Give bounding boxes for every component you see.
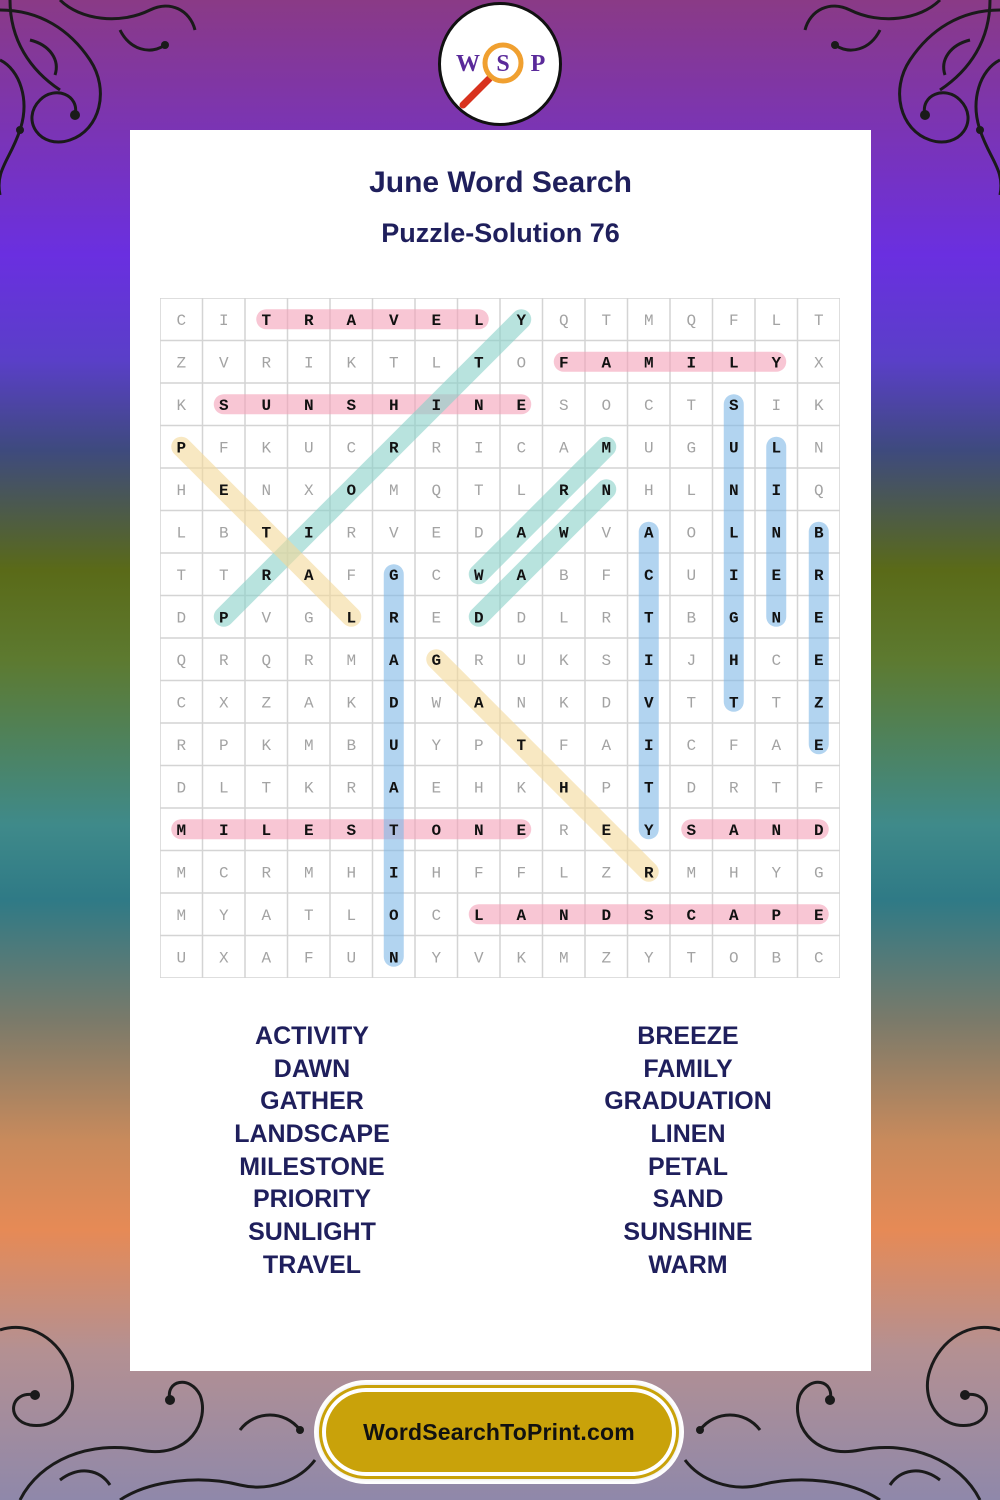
grid-letter: F bbox=[728, 736, 739, 755]
grid-letter: A bbox=[388, 779, 399, 798]
word-search-grid bbox=[160, 298, 840, 978]
grid-letter: T bbox=[686, 694, 697, 713]
grid-letter: R bbox=[303, 651, 314, 670]
grid-letter: C bbox=[686, 906, 697, 925]
grid-letter: E bbox=[303, 821, 314, 840]
grid-letter: D bbox=[601, 906, 612, 925]
grid-letter: S bbox=[728, 396, 739, 415]
grid-letter: A bbox=[643, 524, 654, 543]
grid-letter: K bbox=[516, 949, 527, 968]
grid-letter: V bbox=[388, 524, 399, 543]
grid-letter: A bbox=[558, 439, 569, 458]
grid-letter: L bbox=[473, 906, 484, 925]
grid-letter: D bbox=[516, 609, 527, 628]
grid-letter: I bbox=[643, 651, 654, 670]
grid-letter: G bbox=[388, 566, 399, 585]
grid-letter: W bbox=[431, 694, 442, 713]
grid-letter: D bbox=[176, 609, 187, 628]
grid-letter: D bbox=[176, 779, 187, 798]
grid-letter: C bbox=[813, 949, 824, 968]
grid-letter: R bbox=[558, 481, 569, 500]
grid-letter: H bbox=[558, 779, 569, 798]
grid-letter: K bbox=[813, 396, 824, 415]
grid-letter: A bbox=[728, 821, 739, 840]
grid-letter: L bbox=[771, 311, 782, 330]
word-list-item: BREEZE bbox=[637, 1022, 739, 1050]
grid-letter: N bbox=[771, 609, 782, 628]
grid-letter: T bbox=[261, 779, 272, 798]
word-list-item: PRIORITY bbox=[252, 1185, 372, 1214]
grid-letter: V bbox=[601, 524, 612, 543]
website-link-button[interactable]: WordSearchToPrint.com bbox=[322, 1388, 676, 1476]
grid-letter: C bbox=[176, 694, 187, 713]
grid-letter: R bbox=[218, 651, 229, 670]
grid-letter: S bbox=[643, 906, 654, 925]
grid-letter: S bbox=[686, 821, 697, 840]
grid-letter: F bbox=[813, 779, 824, 798]
grid-letter: Z bbox=[813, 694, 824, 713]
grid-letter: K bbox=[261, 736, 272, 755]
grid-letter: L bbox=[473, 311, 484, 330]
logo-letter-s: S bbox=[496, 51, 510, 77]
grid-letter: C bbox=[771, 651, 782, 670]
grid-letter: G bbox=[813, 864, 824, 883]
word-list-item: FAMILY bbox=[643, 1054, 733, 1083]
grid-letter: O bbox=[728, 949, 739, 968]
grid-letter: Y bbox=[431, 736, 442, 755]
grid-letter: L bbox=[686, 481, 697, 500]
grid-letter: U bbox=[728, 439, 739, 458]
grid-letter: M bbox=[601, 439, 612, 458]
grid-letter: U bbox=[686, 566, 697, 585]
grid-letter: P bbox=[771, 906, 782, 925]
grid-letter: U bbox=[516, 651, 527, 670]
grid-letter: I bbox=[686, 354, 697, 373]
grid-letter: B bbox=[558, 566, 569, 585]
grid-letter: Z bbox=[176, 354, 187, 373]
grid-letter: K bbox=[176, 396, 187, 415]
grid-letter: T bbox=[176, 566, 187, 585]
grid-letter: T bbox=[771, 779, 782, 798]
grid-letter: N bbox=[516, 694, 527, 713]
grid-letter: E bbox=[771, 566, 782, 585]
grid-letter: R bbox=[346, 524, 357, 543]
grid-letter: L bbox=[261, 821, 272, 840]
grid-letter: R bbox=[431, 439, 442, 458]
grid-letter: E bbox=[431, 524, 442, 543]
grid-letter: X bbox=[218, 949, 229, 968]
grid-letter: K bbox=[558, 651, 569, 670]
grid-letter: C bbox=[218, 864, 229, 883]
grid-letter: P bbox=[176, 439, 187, 458]
grid-letter: A bbox=[516, 906, 527, 925]
grid-letter: W bbox=[473, 566, 484, 585]
grid-letter: U bbox=[261, 396, 272, 415]
grid-letter: R bbox=[303, 311, 314, 330]
word-list-item: PETAL bbox=[647, 1152, 729, 1181]
grid-letter: F bbox=[558, 354, 569, 373]
grid-letter: L bbox=[516, 481, 527, 500]
grid-letter: O bbox=[388, 906, 399, 925]
grid-letter: X bbox=[813, 354, 824, 373]
grid-letter: F bbox=[558, 736, 569, 755]
grid-letter: L bbox=[558, 864, 569, 883]
grid-letter: Q bbox=[261, 651, 272, 670]
grid-letter: N bbox=[771, 524, 782, 543]
grid-letter: V bbox=[643, 694, 654, 713]
grid-letter: M bbox=[176, 906, 187, 925]
grid-letter: R bbox=[473, 651, 484, 670]
grid-letter: O bbox=[431, 821, 442, 840]
grid-letter: V bbox=[388, 311, 399, 330]
word-list-item: TRAVEL bbox=[262, 1250, 362, 1279]
grid-letter: N bbox=[473, 396, 484, 415]
grid-letter: C bbox=[346, 439, 357, 458]
grid-letter: T bbox=[686, 949, 697, 968]
grid-letter: U bbox=[388, 736, 399, 755]
grid-letter: I bbox=[643, 736, 654, 755]
grid-letter: I bbox=[771, 481, 782, 500]
grid-letter: E bbox=[516, 396, 527, 415]
page-subtitle: Puzzle-Solution 76 bbox=[381, 218, 620, 248]
grid-letter: F bbox=[516, 864, 527, 883]
grid-letter: Y bbox=[643, 821, 654, 840]
word-list-item: SAND bbox=[652, 1185, 724, 1214]
grid-letter: R bbox=[728, 779, 739, 798]
grid-letter: F bbox=[303, 949, 314, 968]
grid-letter: A bbox=[771, 736, 782, 755]
grid-letter: W bbox=[558, 524, 569, 543]
grid-letter: A bbox=[261, 906, 272, 925]
grid-letter: T bbox=[473, 354, 484, 373]
grid-letter: P bbox=[473, 736, 484, 755]
grid-letter: P bbox=[218, 736, 229, 755]
site-logo[interactable] bbox=[438, 2, 562, 126]
grid-letter: K bbox=[303, 779, 314, 798]
grid-letter: F bbox=[473, 864, 484, 883]
logo-letter-w: W bbox=[456, 51, 480, 77]
page-title: June Word Search bbox=[369, 166, 632, 199]
grid-letter: A bbox=[601, 736, 612, 755]
word-list-left bbox=[162, 1020, 462, 1282]
grid-letter: S bbox=[601, 651, 612, 670]
grid-letter: O bbox=[346, 481, 357, 500]
grid-letter: H bbox=[473, 779, 484, 798]
grid-letter: T bbox=[261, 311, 272, 330]
grid-letter: Q bbox=[431, 481, 442, 500]
grid-letter: A bbox=[516, 566, 527, 585]
grid-letter: R bbox=[346, 779, 357, 798]
grid-letter: K bbox=[516, 779, 527, 798]
grid-letter: R bbox=[601, 609, 612, 628]
grid-letter: K bbox=[346, 354, 357, 373]
grid-letter: I bbox=[218, 821, 229, 840]
grid-letter: L bbox=[771, 439, 782, 458]
grid-letter: N bbox=[771, 821, 782, 840]
grid-letter: A bbox=[728, 906, 739, 925]
grid-letter: G bbox=[686, 439, 697, 458]
grid-letter: T bbox=[388, 354, 399, 373]
grid-letter: Y bbox=[771, 864, 782, 883]
grid-letter: N bbox=[473, 821, 484, 840]
grid-letter: F bbox=[728, 311, 739, 330]
grid-letter: U bbox=[643, 439, 654, 458]
grid-letter: R bbox=[813, 566, 824, 585]
grid-letter: L bbox=[346, 609, 357, 628]
grid-letter: Y bbox=[643, 949, 654, 968]
word-list-item: ACTIVITY bbox=[255, 1022, 369, 1050]
grid-letter: T bbox=[218, 566, 229, 585]
grid-letter: T bbox=[686, 396, 697, 415]
grid-letter: E bbox=[601, 821, 612, 840]
grid-letter: H bbox=[346, 864, 357, 883]
grid-letter: R bbox=[261, 566, 272, 585]
grid-letter: T bbox=[643, 779, 654, 798]
grid-letter: R bbox=[261, 864, 272, 883]
grid-letter: C bbox=[176, 311, 187, 330]
grid-letter: M bbox=[346, 651, 357, 670]
grid-letter: A bbox=[303, 566, 314, 585]
grid-letter: R bbox=[388, 609, 399, 628]
grid-letter: E bbox=[431, 311, 442, 330]
grid-letter: H bbox=[388, 396, 399, 415]
grid-letter: N bbox=[601, 481, 612, 500]
grid-letter: I bbox=[431, 396, 442, 415]
grid-letter: B bbox=[771, 949, 782, 968]
grid-letter: L bbox=[346, 906, 357, 925]
grid-letter: H bbox=[728, 864, 739, 883]
grid-letter: I bbox=[771, 396, 782, 415]
grid-letter: G bbox=[728, 609, 739, 628]
grid-letter: U bbox=[303, 439, 314, 458]
word-list-item: SUNSHINE bbox=[623, 1218, 753, 1247]
grid-letter: M bbox=[643, 354, 654, 373]
grid-letter: N bbox=[813, 439, 824, 458]
grid-letter: M bbox=[176, 864, 187, 883]
grid-letter: T bbox=[771, 694, 782, 713]
grid-letter: I bbox=[728, 566, 739, 585]
grid-letter: I bbox=[303, 524, 314, 543]
grid-letter: E bbox=[813, 736, 824, 755]
grid-letter: Q bbox=[686, 311, 697, 330]
grid-letter: Y bbox=[431, 949, 442, 968]
grid-letter: A bbox=[516, 524, 527, 543]
grid-letter: V bbox=[218, 354, 229, 373]
grid-letter: T bbox=[516, 736, 527, 755]
grid-letter: E bbox=[516, 821, 527, 840]
grid-letter: A bbox=[261, 949, 272, 968]
grid-letter: D bbox=[601, 694, 612, 713]
word-list-item: WARM bbox=[648, 1250, 728, 1279]
grid-letter: C bbox=[431, 566, 442, 585]
grid-letter: F bbox=[346, 566, 357, 585]
grid-letter: D bbox=[813, 821, 824, 840]
grid-letter: B bbox=[346, 736, 357, 755]
grid-letter: U bbox=[176, 949, 187, 968]
grid-letter: E bbox=[431, 609, 442, 628]
grid-letter: Z bbox=[261, 694, 272, 713]
grid-letter: R bbox=[558, 821, 569, 840]
grid-letter: N bbox=[388, 949, 399, 968]
word-list-right bbox=[538, 1020, 838, 1282]
grid-letter: Y bbox=[771, 354, 782, 373]
grid-letter: T bbox=[473, 481, 484, 500]
word-list-item: SUNLIGHT bbox=[248, 1218, 376, 1247]
grid-letter: M bbox=[303, 864, 314, 883]
grid-letter: J bbox=[686, 651, 697, 670]
grid-letter: C bbox=[643, 396, 654, 415]
word-list-item: GRADUATION bbox=[604, 1087, 772, 1116]
grid-letter: C bbox=[686, 736, 697, 755]
grid-letter: E bbox=[813, 906, 824, 925]
grid-letter: L bbox=[558, 609, 569, 628]
grid-letter: A bbox=[303, 694, 314, 713]
grid-letter: F bbox=[601, 566, 612, 585]
grid-letter: L bbox=[728, 524, 739, 543]
grid-letter: D bbox=[473, 609, 484, 628]
grid-letter: P bbox=[218, 609, 229, 628]
grid-letter: B bbox=[686, 609, 697, 628]
grid-letter: V bbox=[261, 609, 272, 628]
grid-letter: R bbox=[388, 439, 399, 458]
logo-letter-p: P bbox=[530, 51, 546, 77]
grid-letter: D bbox=[686, 779, 697, 798]
grid-letter: T bbox=[303, 906, 314, 925]
grid-letter: O bbox=[686, 524, 697, 543]
grid-letter: O bbox=[516, 354, 527, 373]
grid-letter: T bbox=[643, 609, 654, 628]
grid-letter: H bbox=[643, 481, 654, 500]
grid-letter: H bbox=[176, 481, 187, 500]
grid-letter: P bbox=[601, 779, 612, 798]
grid-letter: O bbox=[601, 396, 612, 415]
grid-letter: L bbox=[218, 779, 229, 798]
grid-letter: M bbox=[686, 864, 697, 883]
grid-letter: Q bbox=[558, 311, 569, 330]
grid-letter: C bbox=[431, 906, 442, 925]
grid-letter: U bbox=[346, 949, 357, 968]
grid-letter: K bbox=[558, 694, 569, 713]
grid-letter: Y bbox=[516, 311, 527, 330]
grid-letter: S bbox=[558, 396, 569, 415]
grid-letter: L bbox=[431, 354, 442, 373]
grid-letter: I bbox=[218, 311, 229, 330]
grid-letter: B bbox=[813, 524, 824, 543]
grid-letter: A bbox=[473, 694, 484, 713]
grid-letter: C bbox=[643, 566, 654, 585]
grid-letter: Z bbox=[601, 864, 612, 883]
grid-letter: V bbox=[473, 949, 484, 968]
grid-letter: R bbox=[176, 736, 187, 755]
grid-letter: E bbox=[813, 651, 824, 670]
grid-letter: T bbox=[813, 311, 824, 330]
grid-letter: M bbox=[643, 311, 654, 330]
grid-letter: Q bbox=[176, 651, 187, 670]
grid-letter: N bbox=[728, 481, 739, 500]
grid-letter: G bbox=[303, 609, 314, 628]
grid-letter: R bbox=[643, 864, 654, 883]
grid-letter: Y bbox=[218, 906, 229, 925]
grid-letter: I bbox=[303, 354, 314, 373]
grid-letter: A bbox=[388, 651, 399, 670]
grid-letter: D bbox=[388, 694, 399, 713]
grid-letter: M bbox=[558, 949, 569, 968]
grid-letter: L bbox=[728, 354, 739, 373]
word-list-item: LANDSCAPE bbox=[234, 1120, 390, 1149]
word-list-item: GATHER bbox=[260, 1087, 364, 1116]
grid-letter: S bbox=[346, 821, 357, 840]
grid-letter: E bbox=[431, 779, 442, 798]
grid-letter: Q bbox=[813, 481, 824, 500]
magnifier-handle bbox=[463, 79, 489, 105]
grid-letter: K bbox=[346, 694, 357, 713]
grid-letter: M bbox=[303, 736, 314, 755]
grid-letter: A bbox=[601, 354, 612, 373]
grid-letter: T bbox=[601, 311, 612, 330]
grid-letter: M bbox=[176, 821, 187, 840]
grid-letter: T bbox=[728, 694, 739, 713]
grid-letter: N bbox=[261, 481, 272, 500]
grid-letter: C bbox=[516, 439, 527, 458]
grid-letter: Z bbox=[601, 949, 612, 968]
grid-letter: A bbox=[346, 311, 357, 330]
word-list-item: LINEN bbox=[650, 1120, 726, 1149]
grid-letter: B bbox=[218, 524, 229, 543]
grid-letter: H bbox=[728, 651, 739, 670]
grid-letter: F bbox=[218, 439, 229, 458]
grid-letter: I bbox=[388, 864, 399, 883]
grid-letter: H bbox=[431, 864, 442, 883]
grid-letter: D bbox=[473, 524, 484, 543]
grid-letter: M bbox=[388, 481, 399, 500]
grid-letter: S bbox=[218, 396, 229, 415]
grid-letter: E bbox=[218, 481, 229, 500]
grid-letter: I bbox=[473, 439, 484, 458]
grid-letter: E bbox=[813, 609, 824, 628]
word-list-item: MILESTONE bbox=[239, 1152, 385, 1181]
grid-letter: T bbox=[388, 821, 399, 840]
grid-letter: N bbox=[303, 396, 314, 415]
grid-letter: N bbox=[558, 906, 569, 925]
grid-letter: X bbox=[303, 481, 314, 500]
grid-letter: S bbox=[346, 396, 357, 415]
grid-letter: L bbox=[176, 524, 187, 543]
grid-letter: G bbox=[431, 651, 442, 670]
grid-letter: R bbox=[261, 354, 272, 373]
word-list-item: DAWN bbox=[273, 1054, 351, 1083]
grid-letter: K bbox=[261, 439, 272, 458]
grid-letter: T bbox=[261, 524, 272, 543]
grid-letter: X bbox=[218, 694, 229, 713]
